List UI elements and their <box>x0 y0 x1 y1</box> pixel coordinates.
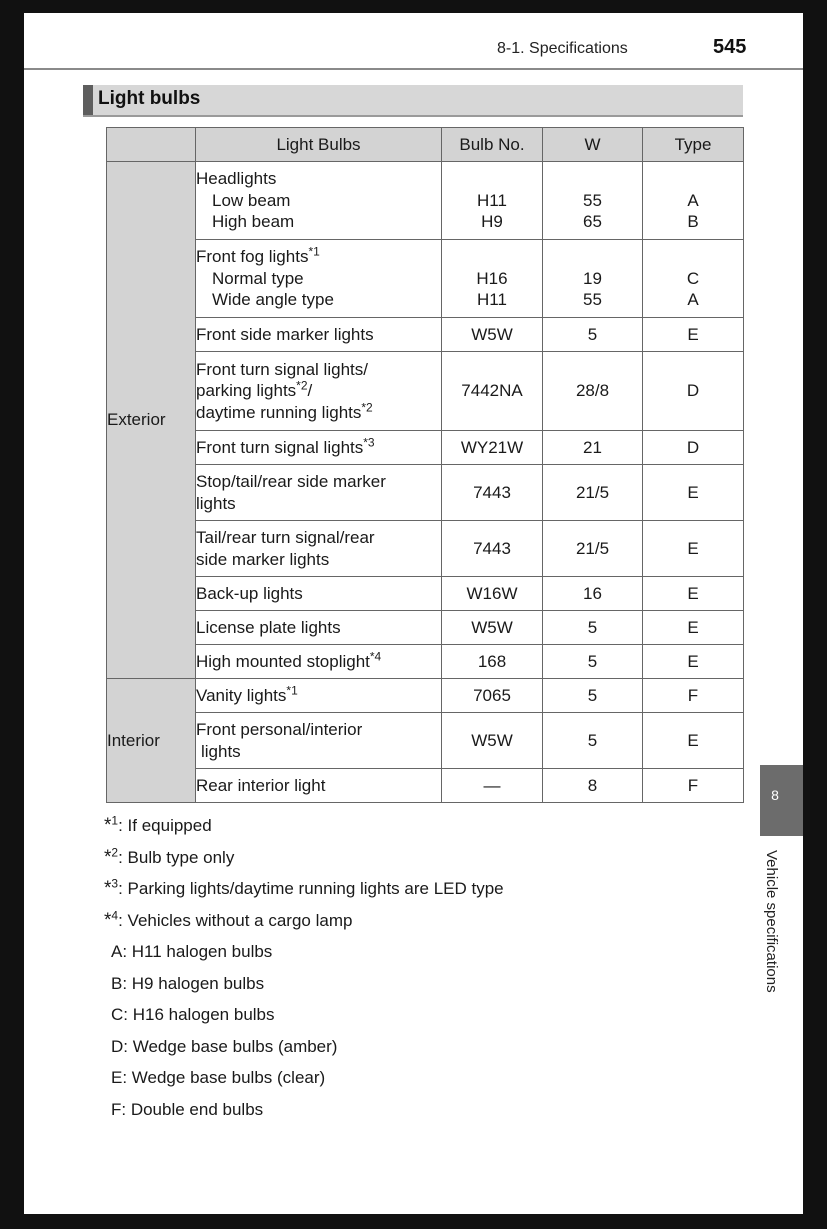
light-bulbs-table <box>106 127 744 803</box>
type-value: A <box>687 290 699 310</box>
bulb-number: 7065 <box>442 679 543 713</box>
chapter-number: 8 <box>771 787 779 803</box>
bulb-number-value: H9 <box>481 212 503 232</box>
legend-item: B: H9 halogen bulbs <box>111 973 265 993</box>
bulb-watts: 8 <box>543 769 643 803</box>
title-marker <box>83 85 93 115</box>
bulb-subtype: Normal type <box>212 268 304 288</box>
bulb-number: W5W <box>442 611 543 645</box>
bulb-watts: 5 <box>543 318 643 352</box>
table-row <box>107 431 744 465</box>
table-header-row <box>107 128 744 162</box>
watts-value: 19 <box>583 268 602 288</box>
bulb-number: W16W <box>442 577 543 611</box>
legend-item: A: H11 halogen bulbs <box>111 942 273 961</box>
header-w: W <box>543 128 643 162</box>
header-type: Type <box>643 128 744 162</box>
table-row <box>107 240 744 318</box>
bulb-watts <box>543 162 643 240</box>
table-row <box>107 611 744 645</box>
watts-value: 55 <box>583 290 602 310</box>
bulb-type <box>643 162 744 240</box>
table-row <box>107 713 744 769</box>
bulb-name <box>196 465 442 521</box>
watts-value: 55 <box>583 190 602 210</box>
bulb-type: E <box>643 318 744 352</box>
bulb-name <box>196 521 442 577</box>
bulb-number <box>442 162 543 240</box>
watts-value: 65 <box>583 212 602 232</box>
bulb-subtype: Wide angle type <box>212 290 334 310</box>
bulb-watts: 21/5 <box>543 465 643 521</box>
bulb-name-line: Stop/tail/rear side marker <box>196 472 386 491</box>
table-row <box>107 645 744 679</box>
bulb-name <box>196 713 442 769</box>
footnotes <box>104 814 504 1129</box>
bulb-name-line: Front turn signal lights/ <box>196 359 368 379</box>
bulb-watts: 21/5 <box>543 521 643 577</box>
header-bulb-no: Bulb No. <box>442 128 543 162</box>
bulb-subtype: Low beam <box>212 190 291 210</box>
bulb-number: W5W <box>442 318 543 352</box>
table-row <box>107 162 744 240</box>
bulb-name-main: Headlights <box>196 169 277 189</box>
page-number: 545 <box>713 36 747 58</box>
type-value: A <box>687 190 699 210</box>
table-row <box>107 352 744 431</box>
bulb-type: E <box>643 521 744 577</box>
bulb-number: 7443 <box>442 521 543 577</box>
bulb-type: E <box>643 465 744 521</box>
bulb-name-line: daytime running lights$^{*2}$ <box>196 400 373 422</box>
table-row <box>107 318 744 352</box>
type-value: B <box>687 212 699 232</box>
table-row <box>107 521 744 577</box>
chapter-tab <box>760 765 803 836</box>
footnote-ref: *2 <box>296 378 308 393</box>
bulb-number: 168 <box>442 645 543 679</box>
bulb-watts: 5 <box>543 645 643 679</box>
legend-item: E: Wedge base bulbs (clear) <box>111 1068 326 1087</box>
bulb-type: F <box>643 769 744 803</box>
footnote-ref: *3 <box>363 435 375 450</box>
category-interior: Interior <box>107 679 196 803</box>
bulb-name <box>196 352 442 431</box>
bulb-type: E <box>643 577 744 611</box>
bulb-watts: 5 <box>543 679 643 713</box>
table-row <box>107 465 744 521</box>
bulb-number: — <box>442 769 543 803</box>
title-bar <box>83 85 743 117</box>
bulb-number: 7442NA <box>442 352 543 431</box>
legend-item: D: Wedge base bulbs (amber) <box>111 1036 338 1056</box>
bulb-name: Back-up lights <box>196 577 442 611</box>
bulb-type: E <box>643 645 744 679</box>
bulb-name-line: lights <box>201 741 241 761</box>
table-row <box>107 679 744 713</box>
bulb-type: D <box>643 431 744 465</box>
bulb-name-main: Front fog lights$^{*1}$ <box>196 244 320 267</box>
bulb-name: Front side marker lights <box>196 318 442 352</box>
bulb-number: W5W <box>442 713 543 769</box>
bulb-watts: 21 <box>543 431 643 465</box>
footnote: *$^2$: Bulb type only <box>104 844 235 868</box>
bulb-number <box>442 240 543 318</box>
header-divider <box>24 68 803 70</box>
legend-item: C: H16 halogen bulbs <box>111 1005 275 1024</box>
bulb-watts: 16 <box>543 577 643 611</box>
bulb-name: Front turn signal lights$^{*3}$ <box>196 431 442 465</box>
bulb-type <box>643 240 744 318</box>
legend-item: F: Double end bulbs <box>111 1099 264 1119</box>
bulb-name: High mounted stoplight$^{*4}$ <box>196 645 442 679</box>
footnote-ref: *2 <box>361 400 373 415</box>
category-exterior: Exterior <box>107 162 196 679</box>
bulb-name-line: lights <box>196 493 236 513</box>
bulb-name-line: parking lights$^{*2}$/ <box>196 378 313 401</box>
table-row <box>107 577 744 611</box>
bulb-number: 7443 <box>442 465 543 521</box>
chapter-label: Vehicle specifications <box>763 850 780 993</box>
bulb-type: F <box>643 679 744 713</box>
bulb-number-value: H16 <box>476 268 508 288</box>
bulb-watts: 5 <box>543 713 643 769</box>
footnote-ref: *1 <box>286 683 298 698</box>
type-value: C <box>686 268 700 288</box>
footnote: *$^1$: If equipped <box>104 813 212 836</box>
bulb-name-line: Front personal/interior <box>196 720 363 739</box>
bulb-type: D <box>643 352 744 431</box>
page-title: Light bulbs <box>98 88 201 109</box>
bulb-name-line: side marker lights <box>196 549 330 569</box>
bulb-number-value: H11 <box>477 290 507 310</box>
bulb-name <box>196 162 442 240</box>
bulb-name: Vanity lights$^{*1}$ <box>196 679 442 713</box>
footnote-ref: *4 <box>369 649 382 664</box>
table-row <box>107 769 744 803</box>
bulb-number-value: H11 <box>477 190 507 210</box>
bulb-watts: 28/8 <box>543 352 643 431</box>
footnote-ref: *1 <box>308 244 320 259</box>
bulb-subtype: High beam <box>212 212 295 232</box>
header-light-bulbs: Light Bulbs <box>196 128 442 162</box>
footnote: *$^4$: Vehicles without a cargo lamp <box>104 907 353 931</box>
bulb-type: E <box>643 713 744 769</box>
bulb-number: WY21W <box>442 431 543 465</box>
section-heading: 8-1. Specifications <box>497 40 628 57</box>
bulb-name-line: Tail/rear turn signal/rear <box>196 528 375 547</box>
bulb-watts <box>543 240 643 318</box>
bulb-watts: 5 <box>543 611 643 645</box>
bulb-name: License plate lights <box>196 611 442 645</box>
header-blank <box>107 128 196 162</box>
bulb-name <box>196 240 442 318</box>
bulb-type: E <box>643 611 744 645</box>
bulb-name: Rear interior light <box>196 769 442 803</box>
footnote: *$^3$: Parking lights/daytime running lights are LED type <box>104 876 504 899</box>
